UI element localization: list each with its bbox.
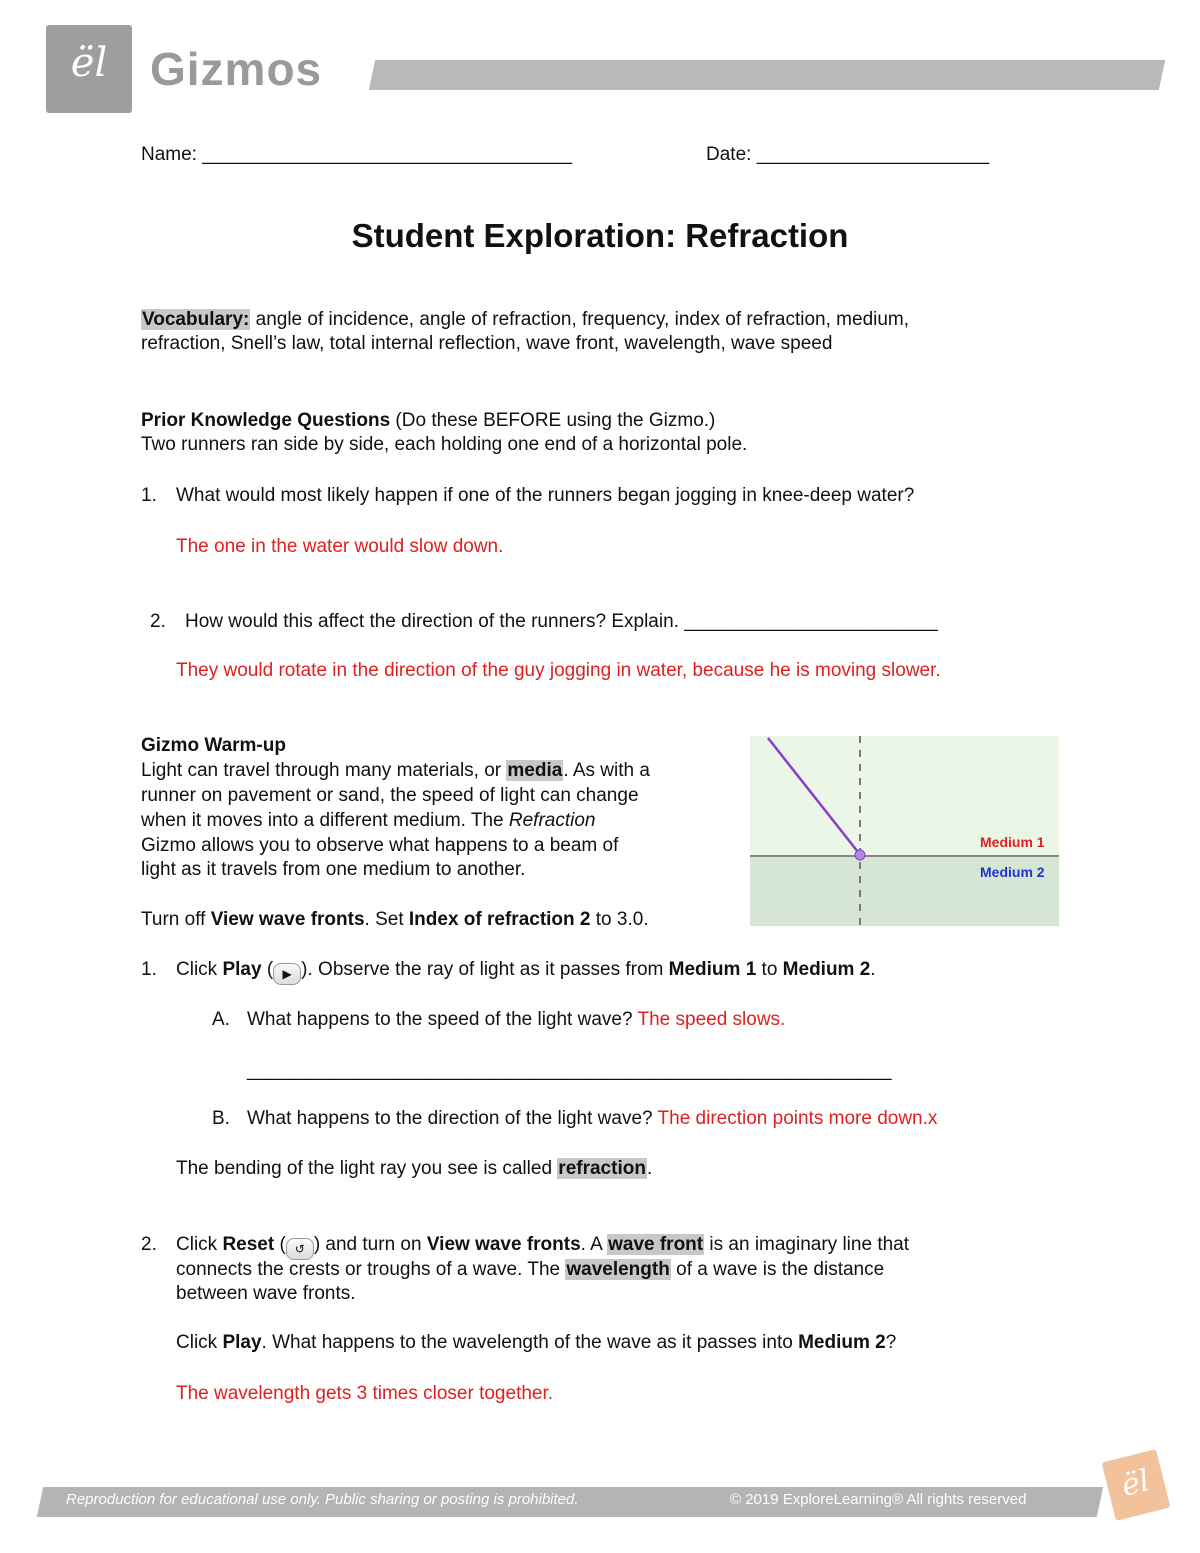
q2-answer[interactable]: The wavelength gets 3 times closer together. [176, 1383, 554, 1404]
q1b-answer[interactable]: The direction points more down.x [657, 1108, 938, 1129]
reset-term: Reset [222, 1234, 275, 1255]
q1-d: ). Observe the ray of light as it passes from [301, 959, 669, 980]
q1-number: 1. [141, 959, 157, 980]
refraction-definition [176, 1158, 652, 1180]
q1-a: Click [176, 959, 223, 980]
q2-d: ) and turn on [313, 1234, 427, 1255]
q1-f: to [756, 959, 783, 980]
q2-h: is an imaginary line that [704, 1234, 910, 1255]
warmup-t5: to 3.0. [590, 909, 649, 930]
q2-f: . A [580, 1234, 608, 1255]
play-term: Play [222, 959, 262, 980]
refraction-term: refraction [558, 1158, 646, 1179]
warmup-line-5: light as it travels from one medium to another. [141, 859, 526, 880]
q2-line-2 [176, 1259, 884, 1281]
explorelearning-logo: ël [70, 40, 108, 86]
q2-line-3: between wave fronts. [176, 1283, 356, 1304]
vocabulary-line-2: refraction, Snell’s law, total internal reflection, wave front, wavelength, wave speed [141, 333, 833, 354]
q2-c: ( [274, 1234, 286, 1255]
vocabulary-label: Vocabulary: [142, 309, 250, 330]
warmup-line-3 [141, 810, 595, 832]
q1b-question: What happens to the direction of the light wave? [247, 1108, 658, 1129]
q2-pc: . What happens to the wavelength of the wave as it passes into [261, 1332, 799, 1353]
q2-l2c: of a wave is the distance [670, 1259, 885, 1280]
view-wave-fronts-term: View wave fronts [210, 909, 365, 930]
prior-heading [141, 410, 715, 432]
prior-q2-number: 2. [150, 611, 166, 632]
index-of-refraction-term: Index of refraction 2 [408, 909, 591, 930]
vocabulary-line-1 [141, 309, 909, 331]
page-title: Student Exploration: Refraction [351, 217, 849, 254]
bend-c: . [646, 1158, 653, 1179]
footer-notice: Reproduction for educational use only. Public sharing or posting is prohibited. [66, 1491, 579, 1508]
brand-title: Gizmos [150, 43, 323, 95]
view-wave-fronts-term-2: View wave fronts [426, 1234, 581, 1255]
footer-copyright: © 2019 ExploreLearning® All rights reserved [730, 1491, 1027, 1508]
prior-heading-note: (Do these BEFORE using the Gizmo.) [390, 410, 716, 431]
warmup-line-2: runner on pavement or sand, the speed of light can change [141, 785, 639, 806]
q1b-number: B. [212, 1108, 230, 1129]
reset-icon: ↺ [286, 1238, 314, 1260]
q1b-text [247, 1108, 937, 1130]
header-bar [369, 60, 1165, 90]
play-term-2: Play [222, 1332, 262, 1353]
date-field[interactable]: Date: ______________________ [706, 144, 990, 165]
medium-2-label: Medium 2 [980, 864, 1045, 880]
prior-q1-number: 1. [141, 485, 157, 506]
q2-pe: ? [885, 1332, 897, 1353]
media-term: media [507, 760, 563, 781]
warmup-l3a: when it moves into a different medium. The [141, 810, 509, 831]
warmup-l1c: . As with a [563, 760, 650, 781]
refraction-gizmo-name: Refraction [508, 810, 596, 831]
q1-h: . [870, 959, 876, 980]
q2-a: Click [176, 1234, 223, 1255]
q1a-blank[interactable]: _____________________________________________________________ [247, 1060, 892, 1081]
prior-heading-bold: Prior Knowledge Questions [141, 410, 391, 431]
q1-c: ( [261, 959, 274, 980]
warmup-heading: Gizmo Warm-up [141, 735, 286, 756]
footer-logo: ël [1102, 1449, 1171, 1521]
warmup-instruction [141, 909, 649, 931]
medium-1-label: Medium 1 [980, 834, 1045, 850]
q2-number: 2. [141, 1234, 157, 1255]
prior-q1-answer[interactable]: The one in the water would slow down. [176, 536, 504, 557]
medium-1-term: Medium 1 [668, 959, 757, 980]
prior-q1-text: What would most likely happen if one of the runners began jogging in knee-deep water? [176, 485, 915, 506]
q1a-answer[interactable]: The speed slows. [637, 1009, 786, 1030]
warmup-l1a: Light can travel through many materials, or [141, 760, 507, 781]
prior-q2-text: How would this affect the direction of the runners? Explain. ________________________ [185, 611, 938, 632]
warmup-line-4: Gizmo allows you to observe what happens to a beam of [141, 835, 619, 856]
warmup-t3: . Set [364, 909, 409, 930]
q2-l2a: connects the crests or troughs of a wave. The [176, 1259, 566, 1280]
bend-a: The bending of the light ray you see is called [176, 1158, 558, 1179]
medium-2-term-2: Medium 2 [798, 1332, 886, 1353]
vocabulary-terms-1: angle of incidence, angle of refraction, frequency, index of refraction, medium, [250, 309, 910, 330]
q1-text [176, 959, 876, 985]
prior-q2-answer[interactable]: They would rotate in the direction of the guy jogging in water, because he is moving slower. [176, 660, 941, 681]
play-icon: ▶ [273, 963, 301, 985]
prior-intro: Two runners ran side by side, each holding one end of a horizontal pole. [141, 434, 748, 455]
q2-play-question [176, 1332, 896, 1354]
q1a-question: What happens to the speed of the light wave? [247, 1009, 638, 1030]
q1a-number: A. [212, 1009, 230, 1030]
q1a-text [247, 1009, 785, 1031]
incidence-point [855, 850, 865, 860]
medium-2-term: Medium 2 [782, 959, 871, 980]
q2-pa: Click [176, 1332, 223, 1353]
refraction-illustration [750, 736, 1059, 926]
warmup-line-1 [141, 760, 650, 782]
name-field[interactable]: Name: ___________________________________ [141, 144, 573, 165]
wavelength-term: wavelength [566, 1259, 670, 1280]
wave-front-term: wave front [608, 1234, 704, 1255]
warmup-t1: Turn off [141, 909, 211, 930]
q2-line-1 [176, 1234, 909, 1260]
